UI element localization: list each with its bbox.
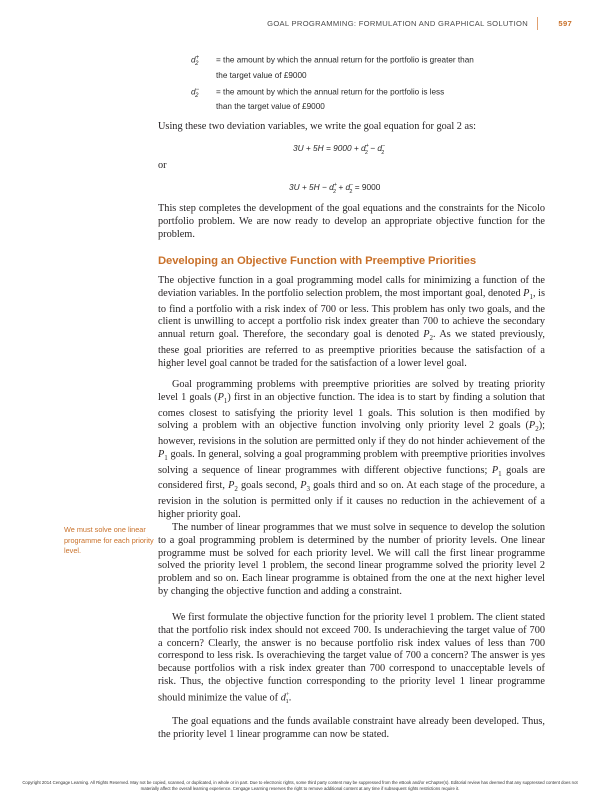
or-text: or <box>158 160 167 171</box>
paragraph-preemptive-priorities: Goal programming problems with preemptive priorities are solved by treating priority level 1 goals $(P_1)$ first in an objective function. The idea is to start by finding a solution that comes closest to satisfying the priority level 1 goals. This solution is then modified by solving a problem with an objective function involving only priority level 2 goals $(P_2)$; however, revisions in the solution are permitted only if they do not hinder achievement of the $P_1$ goals. In general, solving a goal programming problem with preemptive priorities involves solving a sequence of linear programmes with different objective functions; $P_1$ goals are considered first, $P_2$ goals second, $P_3$ goals third and so on. At each stage of the procedure, a revision in the solution is permitted only if it causes no reduction in the achievement of a higher priority goal. <box>158 379 546 520</box>
section-heading: Developing an Objective Function with Preemptive Priorities <box>158 255 477 267</box>
completion-paragraph: This step completes the development of the goal equations and the constraints for the Nicolo portfolio problem. We are now ready to develop an appropriate objective function for the problem. <box>158 203 545 240</box>
definition-symbol: $d^+_2$ <box>191 55 200 68</box>
paragraph-priority-level-1: We first formulate the objective function for the priority level 1 problem. The client stated that the portfolio risk index should not exceed 700. Is underachieving the target value of 700 a concern? Clearly, the answer is no because portfolio risk index values of less than 700 correspond to less risk. Is overachieving the target value of 700 a concern? The answer is yes because portfolios with a risk index greater than 700 correspond to unacceptable levels of risk. Thus, the objective function corresponding to the priority level 1 linear programme should minimize the value of $d^+_1$. <box>158 612 545 705</box>
chapter-title: GOAL PROGRAMMING: FORMULATION AND GRAPHICAL SOLUTION <box>267 19 528 28</box>
copyright-footer: Copyright 2014 Cengage Learning. All Rights Reserved. May not be copied, scanned, or duplicated, in whole or in part. Due to electronic rights, some third party content may be suppressed from the eBook and/or eChapter(s). Editorial review has deemed that any suppressed content does not materially affect the overall learning experience. Cengage Learning reserves the right to remove additional content at any time if subsequent rights restrictions require it. <box>22 780 578 791</box>
header-divider <box>537 17 538 30</box>
paragraph-number-of-programmes: The number of linear programmes that we must solve in sequence to develop the solution to a goal programming problem is determined by the number of priority levels. One linear programme must be solved for each priority level. We will call the first linear programme solved the priority level 1 problem, the second linear programme solved the priority level 2 problem and so on. Each linear programme is obtained from the one at the next higher level by changing the objective function and adding a constraint. <box>158 522 545 597</box>
definition-d2-plus-cont: the target value of £9000 <box>216 71 307 80</box>
margin-note: We must solve one linear programme for each priority level. <box>64 525 154 555</box>
paragraph-goal-equations: The goal equations and the funds available constraint have already been developed. Thus, the priority level 1 linear programme can now be stated. <box>158 716 545 740</box>
running-header <box>250 17 572 31</box>
goal-equation-1: $3U + 5H = 9000 + d^+_2 - d^-_2$ <box>293 143 386 156</box>
intro-text: Using these two deviation variables, we write the goal equation for goal 2 as: <box>158 121 476 132</box>
definition-d2-minus: $d^-_2$ = the amount by which the annual return for the portfolio is less <box>191 87 445 100</box>
page-number: 597 <box>558 19 572 28</box>
definition-d2-plus: $d^+_2$ = the amount by which the annual return for the portfolio is greater than <box>191 55 474 68</box>
paragraph-objective-function: The objective function in a goal programming model calls for minimizing a function of the deviation variables. In the portfolio selection problem, the most important goal, denoted $P_1$, is to find a portfolio with a risk index of 700 or less. This problem has only two goals, and the client is unwilling to accept a portfolio risk index greater than 700 to achieve the secondary annual return goal. Therefore, the secondary goal is denoted $P_2$. As we stated previously, these goal priorities are referred to as preemptive priorities because the satisfaction of a higher level goal cannot be traded for the satisfaction of a lower level goal. <box>158 275 545 369</box>
definition-d2-minus-cont: than the target value of £9000 <box>216 102 325 111</box>
definition-symbol: $d^-_2$ <box>191 87 200 100</box>
goal-equation-2: $3U + 5H - d^+_2 + d^-_2 = 9000$ <box>289 182 381 195</box>
